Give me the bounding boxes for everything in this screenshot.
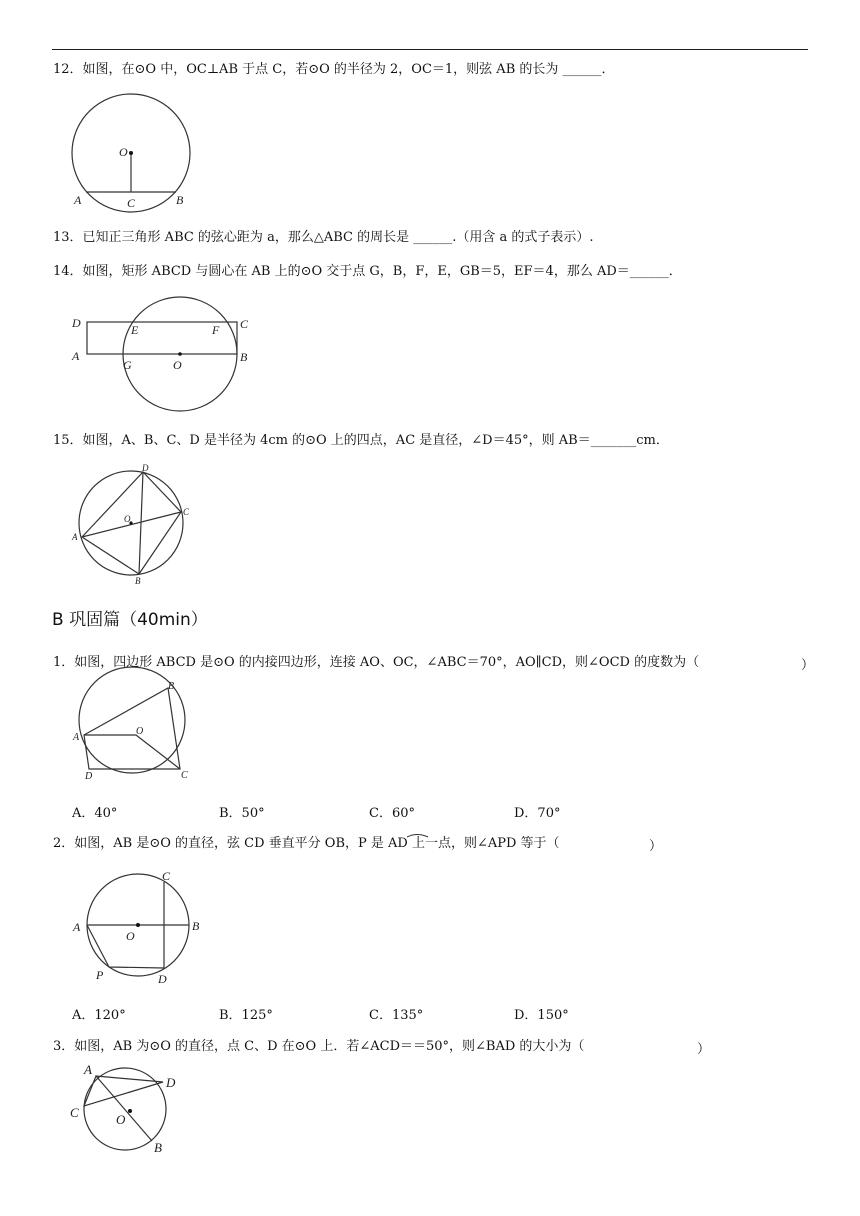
question-13-text: 13．已知正三角形 ABC 的弦心距为 a，那么△ABC 的周长是 ______.（用含 a 的式子表示）. <box>53 230 594 245</box>
b-question-1-paren: ） <box>801 658 815 673</box>
q15-label-B: B <box>135 576 141 586</box>
q15-label-O: O <box>124 514 131 524</box>
b-q3-label-O: O <box>116 1112 126 1127</box>
q14-label-B: B <box>240 350 248 364</box>
question-15-text: 15．如图，A、B、C、D 是半径为 4cm 的⊙O 上的四点，AC 是直径，∠D＝45°，则 AB＝_______cm． <box>53 433 669 448</box>
b-q1-label-B: B <box>168 681 175 692</box>
b-q1-option-b[interactable]: B．50° <box>219 806 265 821</box>
b-q2-label-C: C <box>162 869 171 883</box>
question-14-text: 14．如图，矩形 ABCD 与圆心在 AB 上的⊙O 交于点 G，B，F，E，GB＝5，EF＝4，那么 AD＝______． <box>53 264 682 279</box>
q12-label-C: C <box>127 196 136 210</box>
b-q3-label-A: A <box>84 1062 92 1077</box>
q12-label-O: O <box>119 145 128 159</box>
b-question-2-paren: ） <box>649 839 663 854</box>
q15-label-D: D <box>142 463 149 473</box>
q12-label-B: B <box>176 193 184 207</box>
q14-label-G: G <box>123 358 132 372</box>
b-question-1-text: 1．如图，四边形 ABCD 是⊙O 的内接四边形，连接 AO、OC，∠ABC＝70°，AO∥CD，则∠OCD 的度数为（ <box>53 655 700 670</box>
b-q2-option-b[interactable]: B．125° <box>219 1008 273 1023</box>
b-q3-label-D: D <box>166 1075 176 1090</box>
q14-label-O: O <box>173 358 182 372</box>
b-q3-label-C: C <box>70 1105 79 1120</box>
b-question-3-text: 3．如图，AB 为⊙O 的直径，点 C、D 在⊙O 上．若∠ACD＝＝50°，则∠BAD 的大小为（ <box>53 1039 585 1054</box>
section-b-heading: B 巩固篇（40min） <box>52 610 208 630</box>
q14-label-F: F <box>212 323 220 337</box>
q14-label-D: D <box>72 316 81 330</box>
b-q2-label-O: O <box>126 929 135 943</box>
q14-label-C: C <box>240 317 249 331</box>
b-q3-label-B: B <box>154 1140 162 1155</box>
b-q2-label-D: D <box>158 972 167 986</box>
b-q1-option-a[interactable]: A．40° <box>72 806 118 821</box>
q14-label-E: E <box>131 323 139 337</box>
b-q1-option-d[interactable]: D．70° <box>514 806 561 821</box>
b-q1-label-O: O <box>136 726 144 737</box>
b-question-2-text: 2．如图，AB 是⊙O 的直径，弦 CD 垂直平分 OB，P 是 AD 上一点，则∠APD 等于（ <box>53 836 560 851</box>
q14-label-A: A <box>72 349 80 363</box>
b-q2-label-P: P <box>96 968 104 982</box>
b-q1-label-A: A <box>73 732 80 743</box>
q15-label-A: A <box>72 532 78 542</box>
b-q1-label-C: C <box>181 770 188 781</box>
b-q2-option-d[interactable]: D．150° <box>514 1008 569 1023</box>
b-q1-label-D: D <box>85 771 93 782</box>
b-q2-label-B: B <box>192 919 200 933</box>
question-12-text: 12．如图，在⊙O 中，OC⊥AB 于点 C，若⊙O 的半径为 2，OC＝1，则弦 AB 的长为 ______． <box>53 62 615 77</box>
b-question-3-paren: ） <box>697 1042 711 1057</box>
q15-label-C: C <box>183 507 190 517</box>
b-q1-option-c[interactable]: C．60° <box>369 806 415 821</box>
b-q2-label-A: A <box>73 920 81 934</box>
b-q2-option-c[interactable]: C．135° <box>369 1008 424 1023</box>
q12-label-A: A <box>74 193 82 207</box>
b-q2-option-a[interactable]: A．120° <box>72 1008 126 1023</box>
